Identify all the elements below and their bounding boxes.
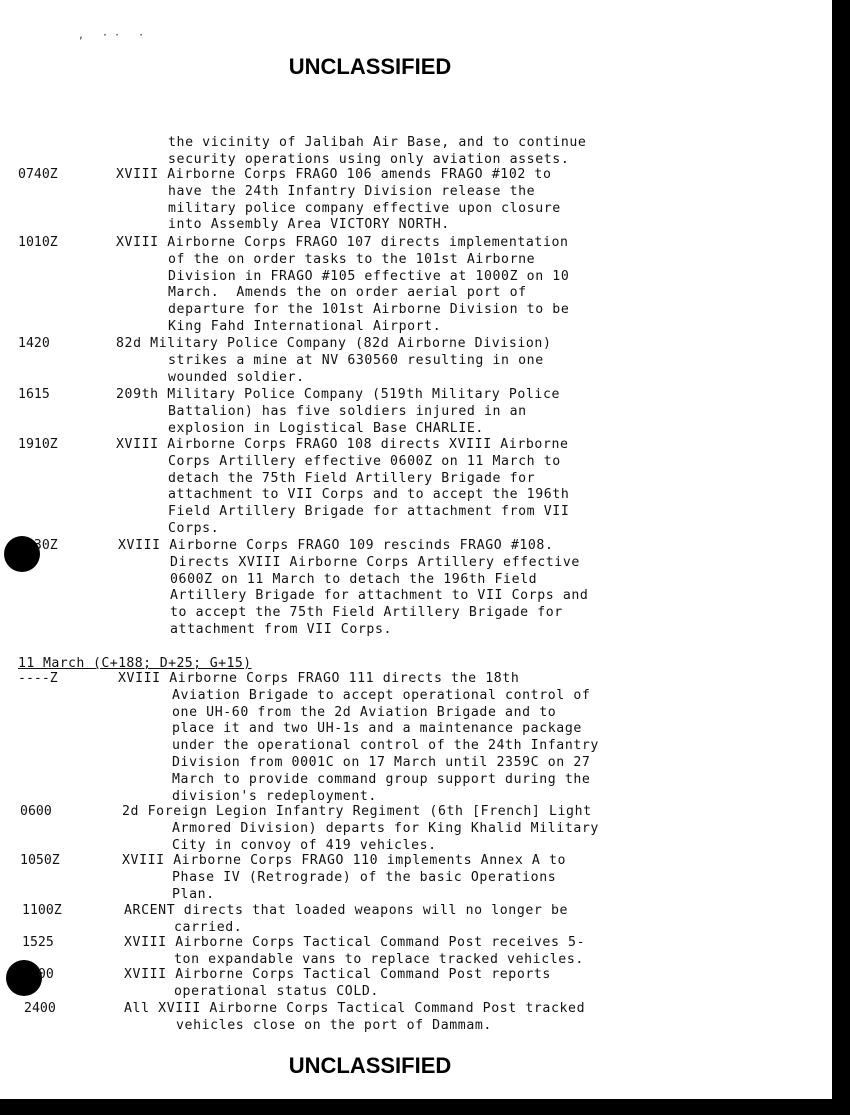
entry-text-line: Plan. — [172, 886, 215, 902]
entry-time: 1420 — [18, 336, 50, 351]
classification-banner-bottom: UNCLASSIFIED — [288, 1053, 452, 1078]
entry-text-line: 82d Military Police Company (82d Airborne Division) — [116, 336, 552, 351]
entry-text-line: under the operational control of the 24th Infantry — [172, 738, 599, 754]
entry-text-line: ARCENT directs that loaded weapons will no longer be — [124, 903, 569, 918]
entry-text-line: Field Artillery Brigade for attachment from VII — [168, 504, 570, 520]
entry-time: 1050Z — [20, 853, 60, 868]
entry-text-line: vehicles close on the port of Dammam. — [176, 1017, 492, 1033]
entry-time: 0600 — [20, 804, 52, 819]
section-heading-date: 11 March (C+188; D+25; G+15) — [18, 656, 252, 671]
entry-text-line: XVIII Airborne Corps Tactical Command Post reports — [124, 967, 551, 982]
entry-text-line: Division from 0001C on 17 March until 2359C on 27 — [172, 755, 591, 770]
classification-banner-top: UNCLASSIFIED — [288, 54, 452, 79]
entry-time: 1010Z — [18, 235, 58, 250]
entry-text-line: All XVIII Airborne Corps Tactical Command Post tracked — [124, 1001, 586, 1016]
right-page-edge — [832, 0, 850, 1115]
entry-text-line: Corps Artillery effective 0600Z on 11 March to — [168, 453, 561, 469]
entry-text-line: Artillery Brigade for attachment to VII Corps and — [170, 588, 589, 604]
entry-text-line: XVIII Airborne Corps Tactical Command Post receives 5- — [124, 935, 586, 950]
entry-text-line: attachment from VII Corps. — [170, 622, 393, 637]
entry-text-line: 0600Z on 11 March to detach the 196th Field — [170, 571, 538, 587]
entry-text-line: detach the 75th Field Artillery Brigade for — [168, 470, 536, 486]
entry-text-line: the vicinity of Jalibah Air Base, and to continue — [168, 135, 587, 150]
entry-time: 00 — [22, 967, 54, 982]
entry-text-line: Aviation Brigade to accept operational control of — [172, 687, 591, 703]
entry-time: 1615 — [18, 387, 50, 402]
entry-time: 1910Z — [18, 437, 58, 452]
entry-text-line: XVIII Airborne Corps FRAGO 107 directs implementation — [116, 235, 569, 250]
entry-text-line: XVIII Airborne Corps FRAGO 109 rescinds FRAGO #108. — [118, 538, 554, 553]
entry-text-line: wounded soldier. — [168, 369, 305, 385]
entry-time: 2400 — [24, 1001, 56, 1016]
bottom-page-edge — [0, 1100, 850, 1115]
margin-marks: , ·· · — [78, 30, 151, 41]
entry-text-line: Battalion) has five soldiers injured in an — [168, 403, 527, 419]
entry-text-line: Phase IV (Retrograde) of the basic Operations — [172, 869, 557, 885]
entry-text-line: 2d Foreign Legion Infantry Regiment (6th [French] Light — [122, 804, 592, 819]
entry-text-line: March to provide command group support during the — [172, 771, 591, 787]
entry-text-line: Armored Division) departs for King Khalid Military — [172, 820, 599, 836]
entry-text-line: King Fahd International Airport. — [168, 319, 442, 334]
entry-text-line: strikes a mine at NV 630560 resulting in one — [168, 352, 544, 368]
entry-text-line: March. Amends the on order aerial port of — [168, 285, 527, 301]
entry-text-line: division's redeployment. — [172, 788, 377, 804]
entry-text-line: Corps. — [168, 521, 220, 536]
entry-time: ----Z — [18, 671, 58, 686]
entry-text-line: have the 24th Infantry Division release the — [168, 183, 536, 199]
entry-text-line: Directs XVIII Airborne Corps Artillery effective — [170, 554, 580, 570]
entry-text-line: 209th Military Police Company (519th Military Police — [116, 387, 561, 402]
entry-text-line: XVIII Airborne Corps FRAGO 108 directs XVIII Airborne — [116, 437, 569, 452]
entry-text-line: military police company effective upon closure — [168, 200, 561, 216]
entry-text-line: to accept the 75th Field Artillery Brigade for — [170, 605, 563, 621]
entry-text-line: security operations using only aviation assets. — [168, 151, 570, 167]
entry-text-line: City in convoy of 419 vehicles. — [172, 837, 437, 853]
entry-text-line: one UH-60 from the 2d Aviation Brigade and to — [172, 704, 557, 720]
entry-text-line: XVIII Airborne Corps FRAGO 110 implements Annex A to — [122, 853, 567, 868]
entry-text-line: departure for the 101st Airborne Division to be — [168, 302, 570, 318]
entry-text-line: place it and two UH-1s and a maintenance package — [172, 721, 582, 737]
entry-time: 1525 — [22, 935, 54, 950]
entry-text-line: attachment to VII Corps and to accept the 196th — [168, 487, 570, 503]
entry-text-line: carried. — [174, 919, 243, 935]
entry-text-line: of the on order tasks to the 101st Airborne — [168, 251, 536, 267]
entry-time: 1100Z — [22, 903, 62, 918]
entry-text-line: explosion in Logistical Base CHARLIE. — [168, 420, 484, 436]
entry-text-line: operational status COLD. — [174, 983, 379, 999]
entry-time: 30Z — [18, 538, 58, 553]
entry-text-line: XVIII Airborne Corps FRAGO 111 directs the 18th — [118, 671, 520, 686]
entry-text-line: XVIII Airborne Corps FRAGO 106 amends FRAGO #102 to — [116, 167, 552, 182]
entry-text-line: ton expandable vans to replace tracked vehicles. — [174, 951, 584, 967]
entry-text-line: Division in FRAGO #105 effective at 1000Z on 10 — [168, 268, 570, 284]
entry-time: 0740Z — [18, 167, 58, 182]
entry-text-line: into Assembly Area VICTORY NORTH. — [168, 217, 450, 233]
